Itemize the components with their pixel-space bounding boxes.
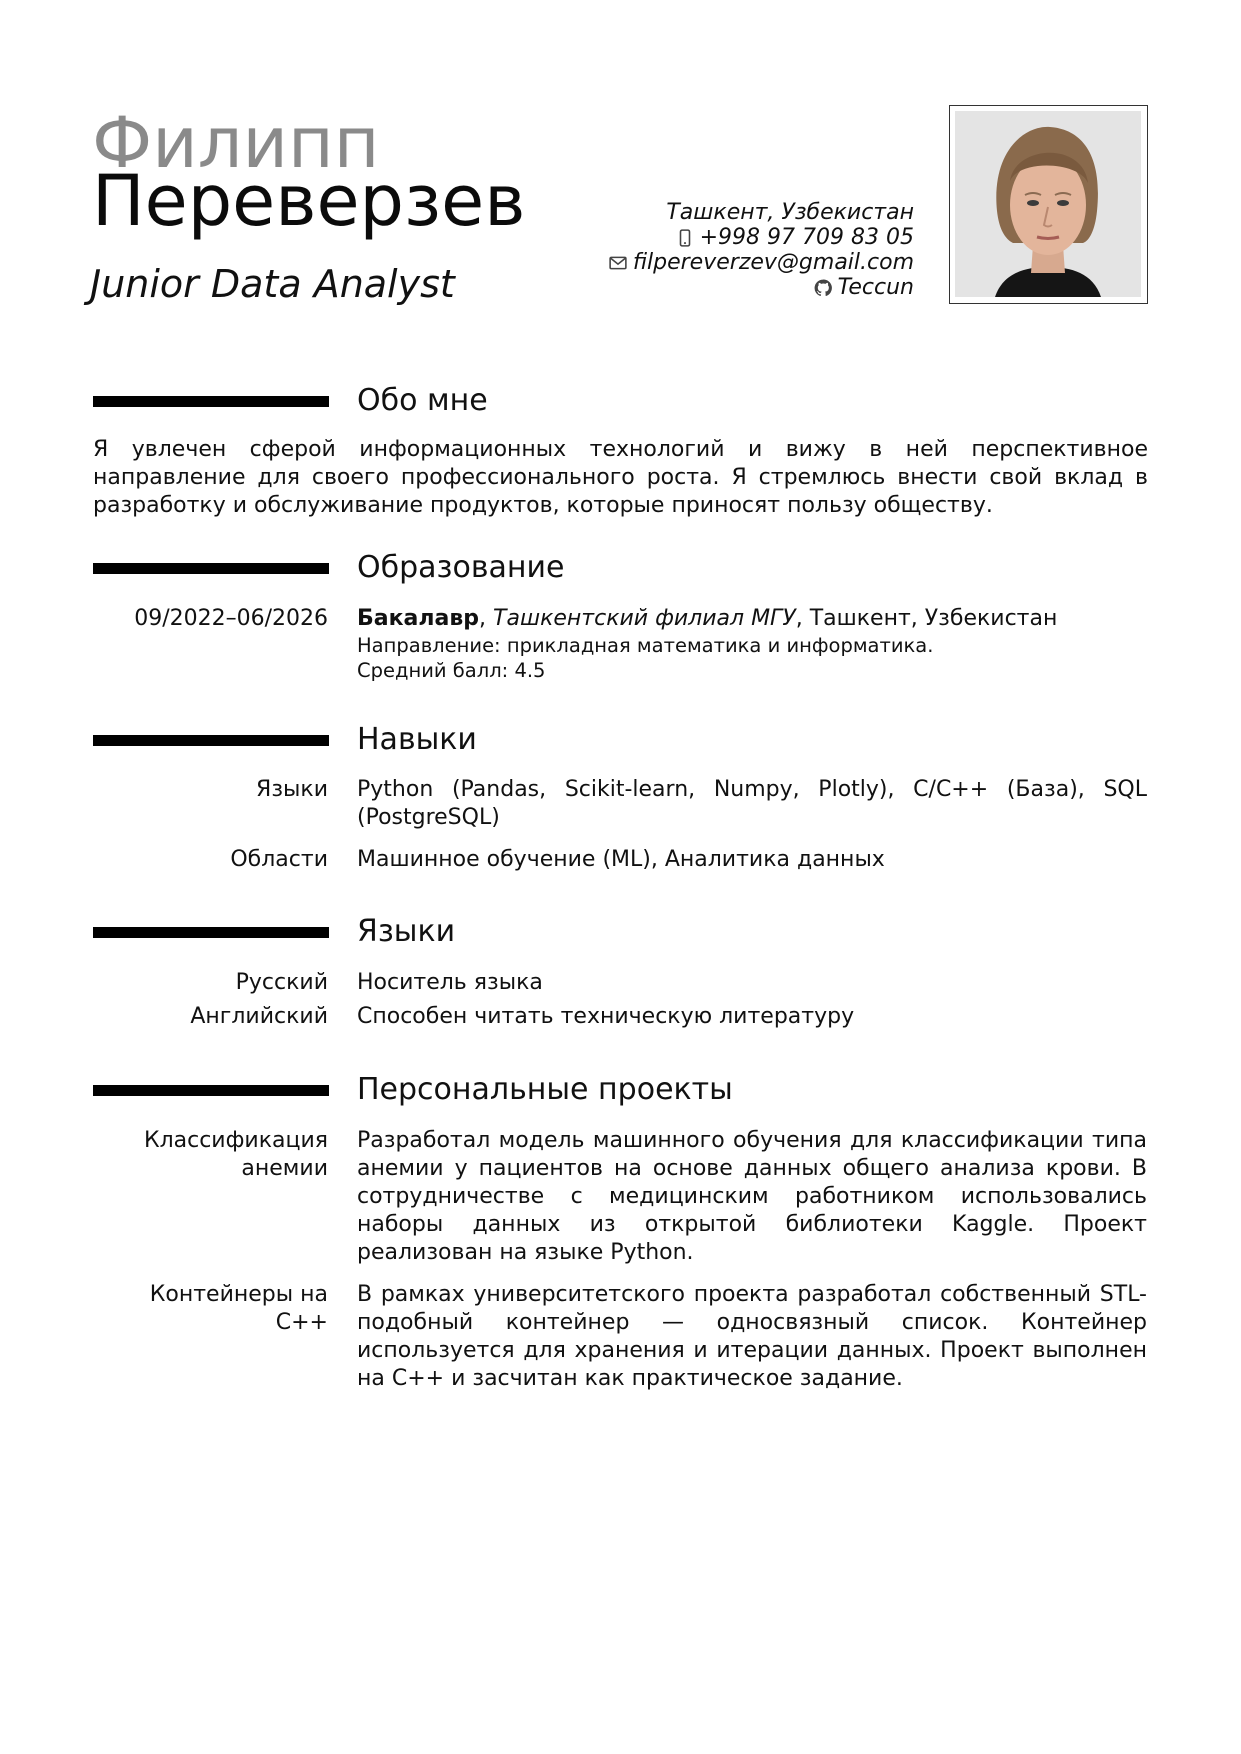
language-label-english: Английский [190, 1004, 328, 1029]
contact-github[interactable] [609, 275, 914, 300]
email-link[interactable]: filpereverzev@gmail.com [632, 250, 914, 275]
section-bar-education [93, 563, 329, 574]
section-bar-projects [93, 1085, 329, 1096]
section-bar-about [93, 396, 329, 407]
skills-label-areas: Области [230, 847, 328, 872]
education-detail-gpa: Средний балл: 4.5 [357, 659, 546, 682]
education-location: , Ташкент, Узбекистан [795, 606, 1058, 631]
education-institution: Ташкентский филиал МГУ [493, 606, 796, 631]
job-title: Junior Data Analyst [90, 262, 455, 306]
education-entry [357, 605, 1147, 683]
contact-block [609, 200, 914, 300]
section-title-skills: Навыки [357, 722, 477, 757]
skills-label-languages: Языки [256, 777, 328, 802]
contact-email[interactable] [609, 250, 914, 275]
contact-location [609, 200, 914, 225]
skills-value-areas: Машинное обучение (ML), Аналитика данных [357, 847, 885, 872]
language-label-russian: Русский [235, 970, 328, 995]
language-level-russian: Носитель языка [357, 970, 543, 995]
project-label-cpp-containers [150, 1281, 328, 1337]
photo-frame [949, 105, 1148, 304]
project-label-anemia [144, 1127, 328, 1183]
section-title-education: Образование [357, 550, 565, 585]
project-label-cpp-line2: C++ [275, 1310, 328, 1335]
portrait-photo [955, 111, 1141, 297]
github-link[interactable]: Teccun [837, 275, 914, 300]
project-label-cpp-line1: Контейнеры на [149, 1282, 328, 1307]
education-dates: 09/2022–06/2026 [134, 606, 328, 631]
project-description-anemia: Разработал модель машинного обучения для классификации типа анемии у пациентов на основе данных общего анализа крови. В сотрудничестве с медицинским работником использовались наборы данных из открытой библиотеки Kaggle. Проект реализован на языке Python. [357, 1128, 1147, 1265]
section-bar-skills [93, 735, 329, 746]
envelope-icon [609, 254, 627, 272]
project-label-anemia-line2: анемии [241, 1156, 328, 1181]
project-description-cpp-containers: В рамках университетского проекта разработал собственный STL-подобный контейнер — односвязный список. Контейнер используется для хранения и итерации данных. Проект выполнен на C++ и засчитан как практическое задание. [357, 1282, 1147, 1391]
section-title-languages: Языки [357, 914, 456, 949]
section-title-projects: Персональные проекты [357, 1072, 733, 1107]
github-icon [814, 279, 832, 297]
section-bar-languages [93, 927, 329, 938]
project-label-anemia-line1: Классификация [143, 1128, 328, 1153]
contact-phone[interactable] [609, 225, 914, 250]
first-name: Филипп [92, 102, 380, 184]
last-name: Переверзев [92, 160, 526, 242]
about-text: Я увлечен сферой информационных технологий и вижу в ней перспективное направление для своего профессионального роста. Я стремлюсь внести свой вклад в разработку и обслуживание продуктов, которые приносят пользу обществу. [93, 437, 1148, 518]
education-separator: , [479, 606, 494, 631]
education-detail-major: Направление: прикладная математика и информатика. [357, 634, 934, 657]
phone-text[interactable]: +998 97 709 83 05 [699, 225, 914, 250]
section-title-about: Обо мне [357, 383, 488, 418]
skills-value-languages: Python (Pandas, Scikit-learn, Numpy, Plotly), C/C++ (База), SQL (PostgreSQL) [357, 777, 1147, 830]
location-text: Ташкент, Узбекистан [666, 200, 914, 225]
mobile-phone-icon [676, 229, 694, 247]
education-degree: Бакалавр [357, 606, 480, 631]
language-level-english: Способен читать техническую литературу [357, 1004, 855, 1029]
